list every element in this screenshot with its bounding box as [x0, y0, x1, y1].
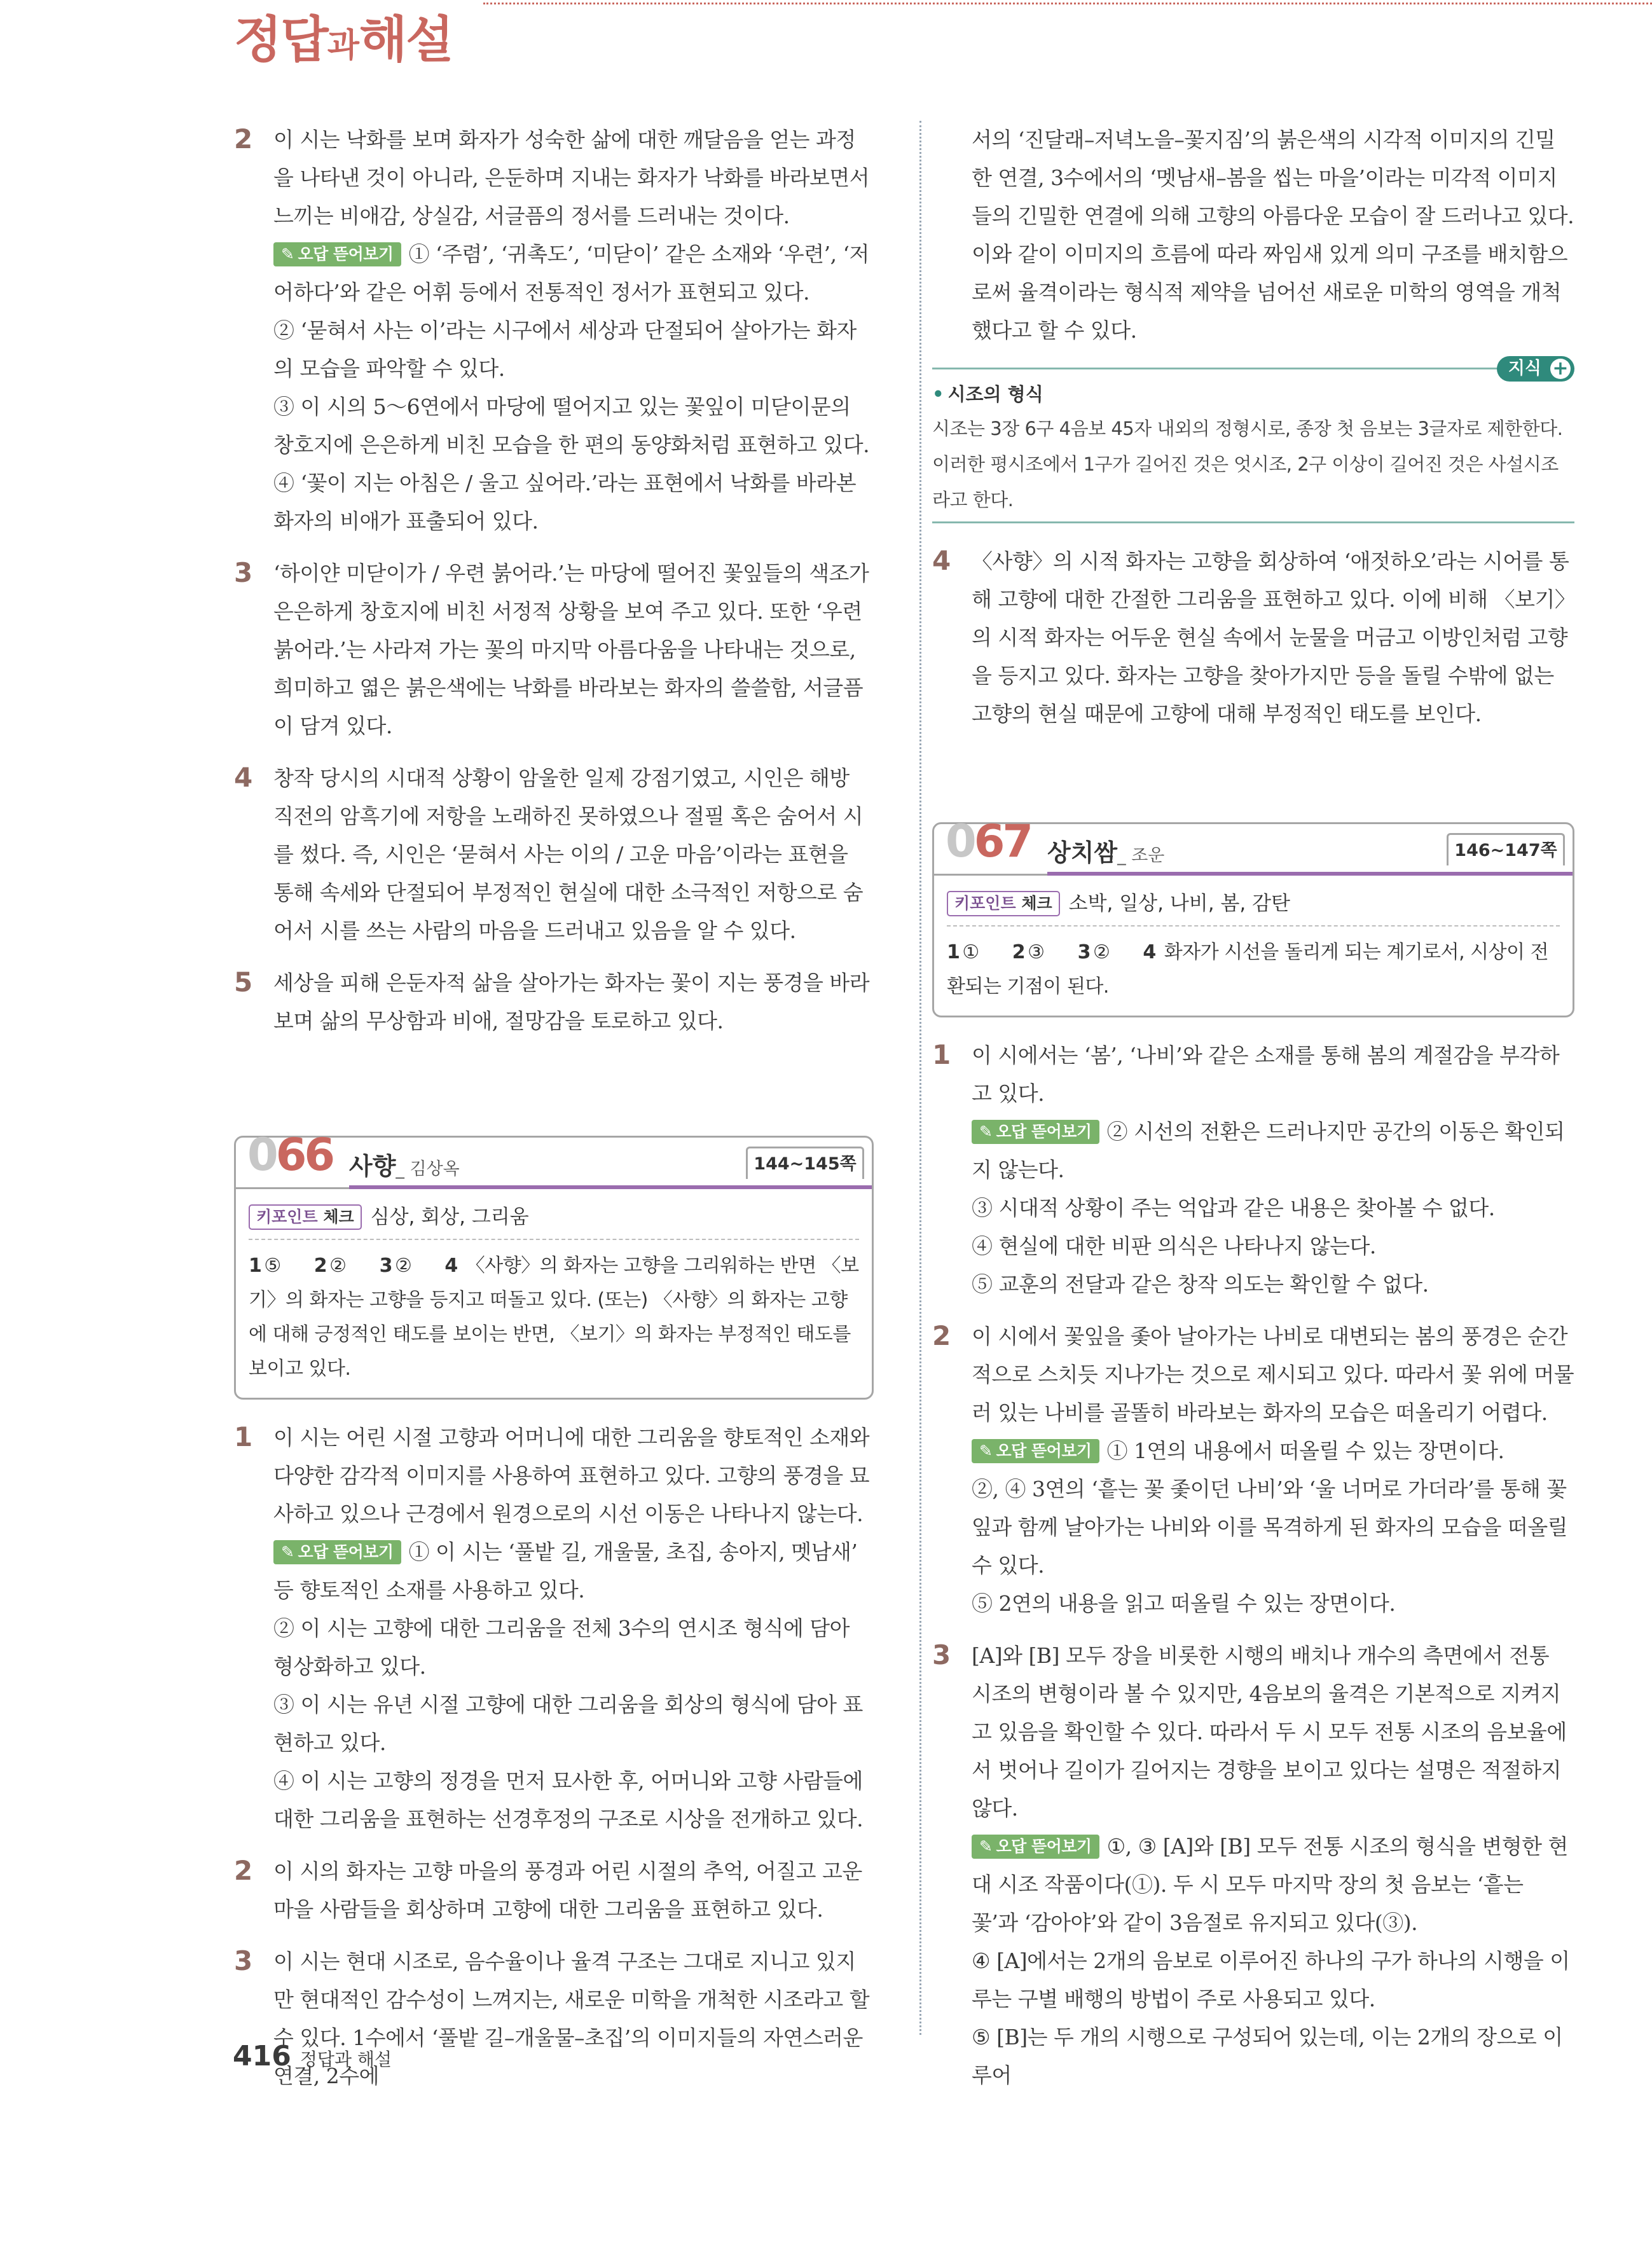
explanation-text: ④ ‘꽃이 지는 아침은 / 울고 싶어라.’라는 표현에서 낙화를 바라본 화자의 비애가 표출되어 있다. [273, 471, 857, 534]
item-number: 2 [234, 1855, 253, 1886]
explanation-text: ① ‘주렴’, ‘귀촉도’, ‘미닫이’ 같은 소재와 ‘우련’, ‘저어하다’와 같은 어휘 등에서 전통적인 정서가 표현되고 있다. [273, 242, 869, 305]
item-number: 2 [234, 123, 253, 155]
poem-title: 사향 [349, 1152, 396, 1180]
explanation-text: 이 시는 어린 시절 고향과 어머니에 대한 그리움을 향토적인 소재와 다양한 감각적 이미지를 사용하여 표현하고 있다. 고향의 풍경을 묘사하고 있으나 근경에서 원경으로의 시선 이동은 나타나지 않는다. [273, 1425, 870, 1526]
explanation-text: 이 시는 현대 시조로, 음수율이나 율격 구조는 그대로 지니고 있지만 현대적인 감수성이 느껴지는, 새로운 미학을 개척한 시조라고 할 수 있다. 1수에서 ‘풀밭 길–개울물–초집’의 이미지들의 자연스러운 연결, 2수에 [273, 1949, 870, 2088]
explanation-text: 이 시는 낙화를 보며 화자가 성숙한 삶에 대한 깨달음을 얻는 과정을 나타낸 것이 아니라, 은둔하며 지내는 화자가 낙화를 바라보면서 느끼는 비애감, 상실감, 서글픔의 정서를 드러내는 것이다. [273, 127, 870, 228]
item-number: 1 [234, 1421, 253, 1452]
page-range: 146~147쪽 [1447, 833, 1565, 865]
title-bar [1047, 872, 1573, 876]
poem-author: _ 김상옥 [396, 1159, 460, 1179]
left-column [234, 121, 874, 2109]
page-range: 144~145쪽 [746, 1147, 864, 1179]
pencil-icon: ✎ [979, 1837, 993, 1856]
item-number: 3 [932, 1639, 951, 1671]
answer-item [234, 1419, 874, 1838]
explanation-text: ① 1연의 내용에서 떠올릴 수 있는 장면이다. [1106, 1438, 1504, 1463]
continued-text: 서의 ‘진달래–저녁노을–꽃지짐’의 붉은색의 시각적 이미지의 긴밀한 연결, 3수에서의 ‘멧남새–봄을 씹는 마을’이라는 미각적 이미지들의 긴밀한 연결에 의해 고향의 아름다운 모습이 잘 드러나고 있다. 이와 같이 이미지의 흐름에 따라 짜임새 있게 의미 구조를 배치함으로써 율격이라는 형식적 제약을 넘어선 새로운 미학의 영역을 개척했다고 할 수 있다. [972, 127, 1574, 343]
item-number: 2 [932, 1320, 951, 1351]
answer-item [234, 121, 874, 541]
knowledge-title: 시조의 형식 [947, 383, 1043, 405]
item-number: 5 [234, 967, 253, 998]
explanation-text: ②, ④ 3연의 ‘흩는 꽃 좇이던 나비’와 ‘울 너머로 가더라’를 통해 꽃잎과 함께 날아가는 나비와 이를 목격하게 된 화자의 모습을 떠올릴 수 있다. [972, 1477, 1568, 1578]
knowledge-body: 시조는 3장 6구 4음보 45자 내외의 정형시로, 종장 첫 음보는 3글자로 제한한다. 이러한 평시조에서 1구가 길어진 것은 엇시조, 2구 이상이 길어진 것은 사설시조라고 한다. [932, 418, 1563, 511]
poem-info-box-066 [234, 1129, 874, 1400]
explanation-text: ⑤ 교훈의 전달과 같은 창작 의도는 확인할 수 없다. [972, 1272, 1429, 1297]
wrong-answer-badge: ✎ 오답 뜯어보기 [273, 1540, 401, 1564]
explanation-text: 이 시에서는 ‘봄’, ‘나비’와 같은 소재를 통해 봄의 계절감을 부각하고 있다. [972, 1043, 1560, 1106]
poem-number: 067 [946, 815, 1031, 867]
keypoint-tag: 키포인트 체크 [947, 891, 1060, 916]
column-divider [919, 121, 921, 2035]
explanation-text: ④ 이 시는 고향의 정경을 먼저 묘사한 후, 어머니와 고향 사람들에 대한 그리움을 표현하는 선경후정의 구조로 시상을 전개하고 있다. [273, 1768, 864, 1831]
keypoints: 심상, 회상, 그리움 [370, 1206, 529, 1229]
explanation-text: ③ 이 시는 유년 시절 고향에 대한 그리움을 회상의 형식에 담아 표현하고 있다. [273, 1692, 863, 1755]
poem-info-box-067 [932, 815, 1574, 1017]
explanation-text: ② 시선의 전환은 드러나지만 공간의 이동은 확인되지 않는다. [972, 1119, 1565, 1182]
explanation-text: [A]와 [B] 모두 장을 비롯한 시행의 배치나 개수의 측면에서 전통 시조의 변형이라 볼 수 있지만, 4음보의 율격은 기본적으로 지켜지고 있음을 확인할 수 있다. 따라서 두 시 모두 전통 시조의 음보율에서 벗어나 길이가 길어지는 경향을 보이고 있다는 설명은 적절하지 않다. [972, 1643, 1567, 1821]
answer-item [932, 1637, 1574, 2095]
right-column [932, 121, 1574, 2109]
item-number: 4 [234, 762, 253, 793]
answer-key: 1 ① 2 ③ 3 ② 4 화자가 시선을 돌리게 되는 계기로서, 시상이 전환되는 기점이 된다. [947, 941, 1549, 998]
page-footer [233, 2040, 392, 2072]
explanation-text: ② ‘묻혀서 사는 이’라는 시구에서 세상과 단절되어 살아가는 화자의 모습을 파악할 수 있다. [273, 318, 857, 381]
poem-author: _ 조운 [1117, 846, 1165, 865]
explanation-text: ④ 현실에 대한 비판 의식은 나타나지 않는다. [972, 1234, 1376, 1258]
explanation-text: ④ [A]에서는 2개의 음보로 이루어진 하나의 구가 하나의 시행을 이루는 구별 배행의 방법이 주로 사용되고 있다. [972, 1948, 1570, 2011]
explanation-text: 창작 당시의 시대적 상황이 암울한 일제 강점기였고, 시인은 해방 직전의 암흑기에 저항을 노래하진 못하였으나 절필 혹은 숨어서 시를 썼다. 즉, 시인은 ‘묻혀서 사는 이의 / 고운 마음’이라는 표현을 통해 속세와 단절되어 부정적인 현실에 대한 소극적인 저항으로 숨어서 시를 쓰는 사람의 마음을 드러내고 있음을 알 수 있다. [273, 766, 864, 943]
explanation-text: 〈사향〉의 시적 화자는 고향을 회상하여 ‘애젓하오’라는 시어를 통해 고향에 대한 간절한 그리움을 표현하고 있다. 이에 비해 〈보기〉의 시적 화자는 어두운 현실 속에서 눈물을 머금고 이방인처럼 고향을 등지고 있다. 화자는 고향을 찾아가지만 등을 돌릴 수밖에 없는 고향의 현실 때문에 고향에 대해 부정적인 태도를 보인다. [972, 549, 1569, 726]
page-header [234, 0, 453, 69]
item-number: 1 [932, 1039, 951, 1070]
answer-item [932, 1037, 1574, 1304]
header-title-1: 정답 [234, 11, 327, 69]
pencil-icon: ✎ [979, 1122, 993, 1141]
wrong-answer-badge: ✎ 오답 뜯어보기 [972, 1439, 1099, 1463]
plus-icon: + [1550, 359, 1571, 379]
poem-number: 066 [247, 1129, 333, 1181]
explanation-text: 세상을 피해 은둔자적 삶을 살아가는 화자는 꽃이 지는 풍경을 바라보며 삶의 무상함과 비애, 절망감을 토로하고 있다. [273, 970, 870, 1033]
wrong-answer-badge: ✎ 오답 뜯어보기 [972, 1835, 1099, 1859]
keypoint-row [947, 876, 1560, 927]
explanation-text: 이 시에서 꽃잎을 좇아 날아가는 나비로 대변되는 봄의 풍경은 순간적으로 스치듯 지나가는 것으로 제시되고 있다. 따라서 꽃 위에 머물러 있는 나비를 골똘히 바라보는 화자의 모습은 떠올리기 어렵다. [972, 1324, 1574, 1425]
item-number: 3 [234, 557, 253, 588]
explanation-text: ③ 시대적 상황이 주는 억압과 같은 내용은 찾아볼 수 없다. [972, 1195, 1495, 1220]
footer-label: 정답과 해설 [299, 2049, 392, 2070]
title-bar [349, 1185, 872, 1189]
knowledge-box [932, 356, 1574, 523]
pencil-icon: ✎ [979, 1442, 993, 1460]
page-number: 416 [233, 2040, 291, 2072]
poem-title: 상치쌈 [1047, 839, 1118, 867]
wrong-answer-badge: ✎ 오답 뜯어보기 [972, 1120, 1099, 1144]
keypoints: 소박, 일상, 나비, 봄, 감탄 [1068, 892, 1290, 915]
header-title-3: 해설 [359, 11, 453, 69]
header-title-2: 과 [327, 27, 359, 65]
answer-key: 1 ⑤ 2 ② 3 ② 4 〈사향〉의 화자는 고향을 그리워하는 반면 〈보기〉의 화자는 고향을 등지고 떠돌고 있다. (또는) 〈사향〉의 화자는 고향에 대해 긍정적인 태도를 보이는 반면, 〈보기〉의 화자는 부정적인 태도를 보이고 있다. [249, 1255, 859, 1380]
item-number: 4 [932, 545, 951, 576]
answer-item [932, 542, 1574, 733]
answer-item [932, 1318, 1574, 1623]
explanation-text: ⑤ [B]는 두 개의 시행으로 구성되어 있는데, 이는 2개의 장으로 이루어 [972, 2025, 1563, 2088]
pencil-icon: ✎ [281, 1543, 294, 1561]
explanation-text: ③ 이 시의 5～6연에서 마당에 떨어지고 있는 꽃잎이 미닫이문의 창호지에 은은하게 비친 모습을 한 편의 동양화처럼 표현하고 있다. [273, 394, 870, 457]
explanation-text: ① 이 시는 ‘풀밭 길, 개울물, 초집, 송아지, 멧남새’ 등 향토적인 소재를 사용하고 있다. [273, 1540, 858, 1602]
explanation-text: 이 시의 화자는 고향 마을의 풍경과 어린 시절의 추억, 어질고 고운 마을 사람들을 회상하며 고향에 대한 그리움을 표현하고 있다. [273, 1859, 862, 1922]
answer-item [234, 555, 874, 745]
explanation-text: ①, ③ [A]와 [B] 모두 전통 시조의 형식을 변형한 현대 시조 작품이다(①). 두 시 모두 마지막 장의 첫 음보는 ‘흩는 꽃’과 ‘감아야’와 같이 3음절로 유지되고 있다(③). [972, 1834, 1568, 1935]
item-number: 3 [234, 1945, 253, 1976]
keypoint-tag: 키포인트 체크 [249, 1204, 362, 1230]
answer-item [234, 1943, 874, 2095]
knowledge-tag: 지식 + [1497, 356, 1574, 382]
wrong-answer-badge: ✎ 오답 뜯어보기 [273, 242, 401, 266]
keypoint-row [249, 1189, 859, 1240]
pencil-icon: ✎ [281, 245, 294, 263]
answer-item [234, 964, 874, 1040]
header-rule [483, 3, 1652, 4]
answer-item [234, 759, 874, 950]
explanation-text: ‘하이얀 미닫이가 / 우련 붉어라.’는 마당에 떨어진 꽃잎들의 색조가 은은하게 창호지에 비친 서정적 상황을 보여 주고 있다. 또한 ‘우련 붉어라.’는 사라져 가는 꽃의 마지막 아름다움을 나타내는 것으로, 희미하고 엷은 붉은색에는 낙화를 바라보는 화자의 쓸쓸함, 서글픔이 담겨 있다. [273, 561, 869, 738]
answer-item [234, 1852, 874, 1929]
explanation-text: ⑤ 2연의 내용을 읽고 떠올릴 수 있는 장면이다. [972, 1591, 1396, 1616]
explanation-text: ② 이 시는 고향에 대한 그리움을 전체 3수의 연시조 형식에 담아 형상화하고 있다. [273, 1616, 850, 1679]
bullet-icon: • [932, 383, 944, 405]
